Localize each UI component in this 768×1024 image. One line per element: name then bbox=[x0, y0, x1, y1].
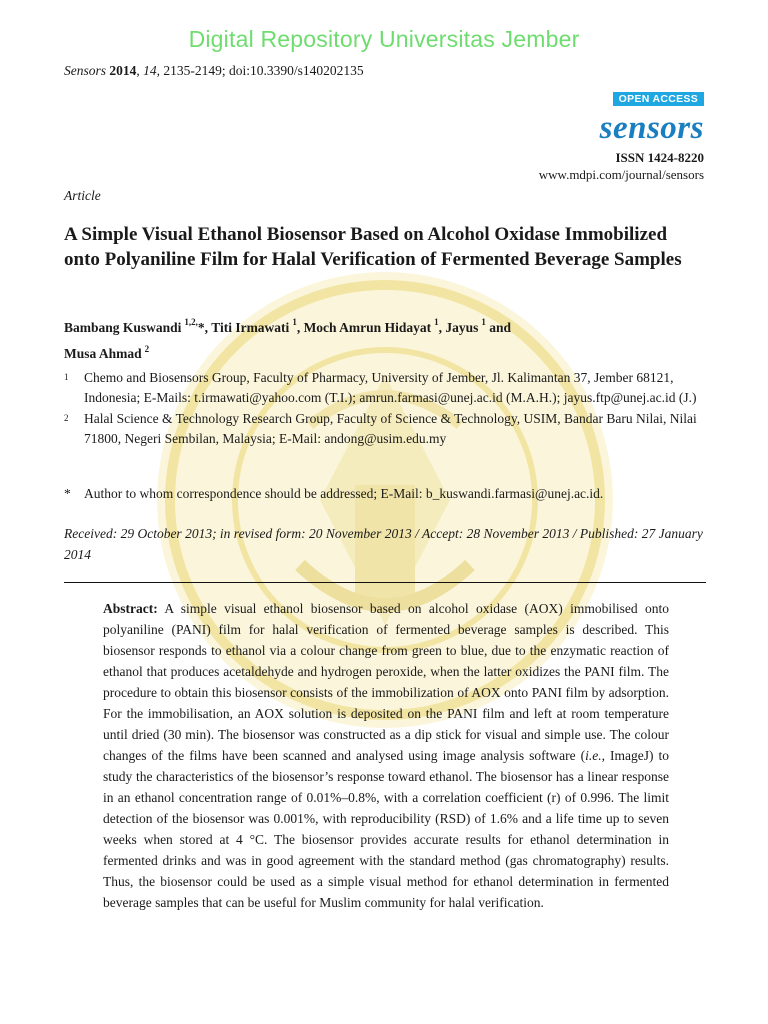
author-3 bbox=[303, 317, 446, 335]
author-name: Jayus bbox=[445, 319, 479, 335]
author-separator: , bbox=[204, 319, 212, 335]
author-name: Musa Ahmad bbox=[64, 346, 142, 361]
correspondence-text: Author to whom correspondence should be addressed; E-Mail: b_kuswandi.farmasi@unej.ac.id. bbox=[84, 486, 604, 501]
author-name: Bambang Kuswandi bbox=[64, 319, 182, 335]
affiliation-2 bbox=[64, 409, 714, 448]
author-affiliation-sup: 2 bbox=[144, 343, 150, 354]
author-corresponding-star: * bbox=[197, 319, 205, 335]
publication-dates: Received: 29 October 2013; in revised form: 20 November 2013 / Accept: 28 November 2013 / Published: 27 January 2014 bbox=[64, 526, 703, 562]
journal-url[interactable]: www.mdpi.com/journal/sensors bbox=[538, 167, 704, 182]
abstract-text-part1: A simple visual ethanol biosensor based on alcohol oxidase (AOX) immobilised onto polyaniline (PANI) film for halal verification of fermented beverage samples is described. This biosensor responds to ethanol via a colour change from green to blue, due to the enzymatic reaction of ethanol that produces acetaldehyde and hydrogen peroxide, when the latter oxidizes the PANI film. The procedure to obtain this biosensor consists of the immobilization of AOX onto PANI film by adsorption. For the immobilisation, an AOX solution is deposited on the PANI film and left at room temperature until dried (30 min). The biosensor was constructed as a dip stick for visual and simple use. The colour changes of the films have been scanned and analysed using image analysis software ( bbox=[103, 601, 669, 763]
abstract-text-part2: , ImageJ) to study the characteristics of the biosensor’s response toward ethanol. The biosensor has a linear response in an ethanol concentration range of 0.01%–0.8%, with a correlation coefficient (r) of 0.996. The limit detection of the biosensor was 0.001%, with reproducibility (RSD) of 1.6% and a life time up to seven weeks when stored at 4 °C. The biosensor provides accurate results for ethanol determination in fermented drinks and was in good agreement with the standard method (gas chromatography) results. Thus, the biosensor could be used as a simple visual method for ethanol determination in fermented beverage samples that can be useful for Muslim community for halal verification. bbox=[103, 748, 669, 910]
open-access-badge: OPEN ACCESS bbox=[613, 92, 704, 106]
section-divider bbox=[64, 582, 706, 583]
citation-journal: Sensors bbox=[64, 63, 107, 78]
affiliations bbox=[64, 368, 714, 450]
correspondence-note bbox=[64, 486, 714, 502]
affiliation-text: Halal Science & Technology Research Group, Faculty of Science & Technology, USIM, Bandar Baru Nilai, Nilai 71800, Negeri Sembilan, Malaysia; E-Mail: andong@usim.edu.my bbox=[84, 411, 697, 446]
issn: ISSN 1424-8220 bbox=[615, 150, 704, 165]
citation-volume: 14 bbox=[143, 63, 157, 78]
author-separator: , bbox=[296, 319, 304, 335]
citation-year: 2014 bbox=[109, 63, 137, 78]
author-affiliation-sup: 1 bbox=[481, 317, 486, 327]
paper-title: A Simple Visual Ethanol Biosensor Based on Alcohol Oxidase Immobilized onto Polyaniline Film for Halal Verification of Fermented Beverage Samples bbox=[64, 224, 682, 270]
author-1 bbox=[64, 317, 212, 335]
author-affiliation-sup: 1 bbox=[292, 317, 297, 327]
author-5 bbox=[64, 343, 150, 361]
author-4 bbox=[445, 317, 515, 335]
affiliation-1 bbox=[64, 368, 714, 407]
article-type: Article bbox=[64, 188, 101, 203]
author-list bbox=[64, 312, 704, 365]
affiliation-marker: 2 bbox=[64, 413, 69, 423]
abstract bbox=[103, 598, 669, 913]
repository-banner: Digital Repository Universitas Jember bbox=[188, 26, 580, 52]
author-name: Moch Amrun Hidayat bbox=[303, 319, 432, 335]
author-2 bbox=[211, 317, 304, 335]
author-affiliation-sup: 1,2, bbox=[184, 317, 198, 327]
abstract-label: Abstract: bbox=[103, 601, 158, 616]
affiliation-text: Chemo and Biosensors Group, Faculty of Pharmacy, University of Jember, Jl. Kalimantan 37, Jember 68121, Indonesia; E-Mails: t.irmawati@yahoo.com (T.I.); amrun.farmasi@unej.ac.id (M.A.H.); jayus.ftp@unej.ac.id (J.) bbox=[84, 370, 697, 405]
correspondence-marker: * bbox=[64, 486, 71, 501]
author-affiliation-sup: 1 bbox=[434, 317, 439, 327]
citation-doi: , 2135-2149; doi:10.3390/s140202135 bbox=[156, 63, 364, 78]
abstract-ie: i.e. bbox=[585, 748, 602, 763]
author-separator: and bbox=[485, 319, 515, 335]
journal-logo: sensors bbox=[599, 110, 704, 146]
author-name: Titi Irmawati bbox=[211, 319, 290, 335]
affiliation-marker: 1 bbox=[64, 372, 69, 382]
author-separator: , bbox=[438, 319, 446, 335]
journal-citation: Sensors 2014, 14, 2135-2149; doi:10.3390/s140202135 bbox=[64, 63, 364, 78]
